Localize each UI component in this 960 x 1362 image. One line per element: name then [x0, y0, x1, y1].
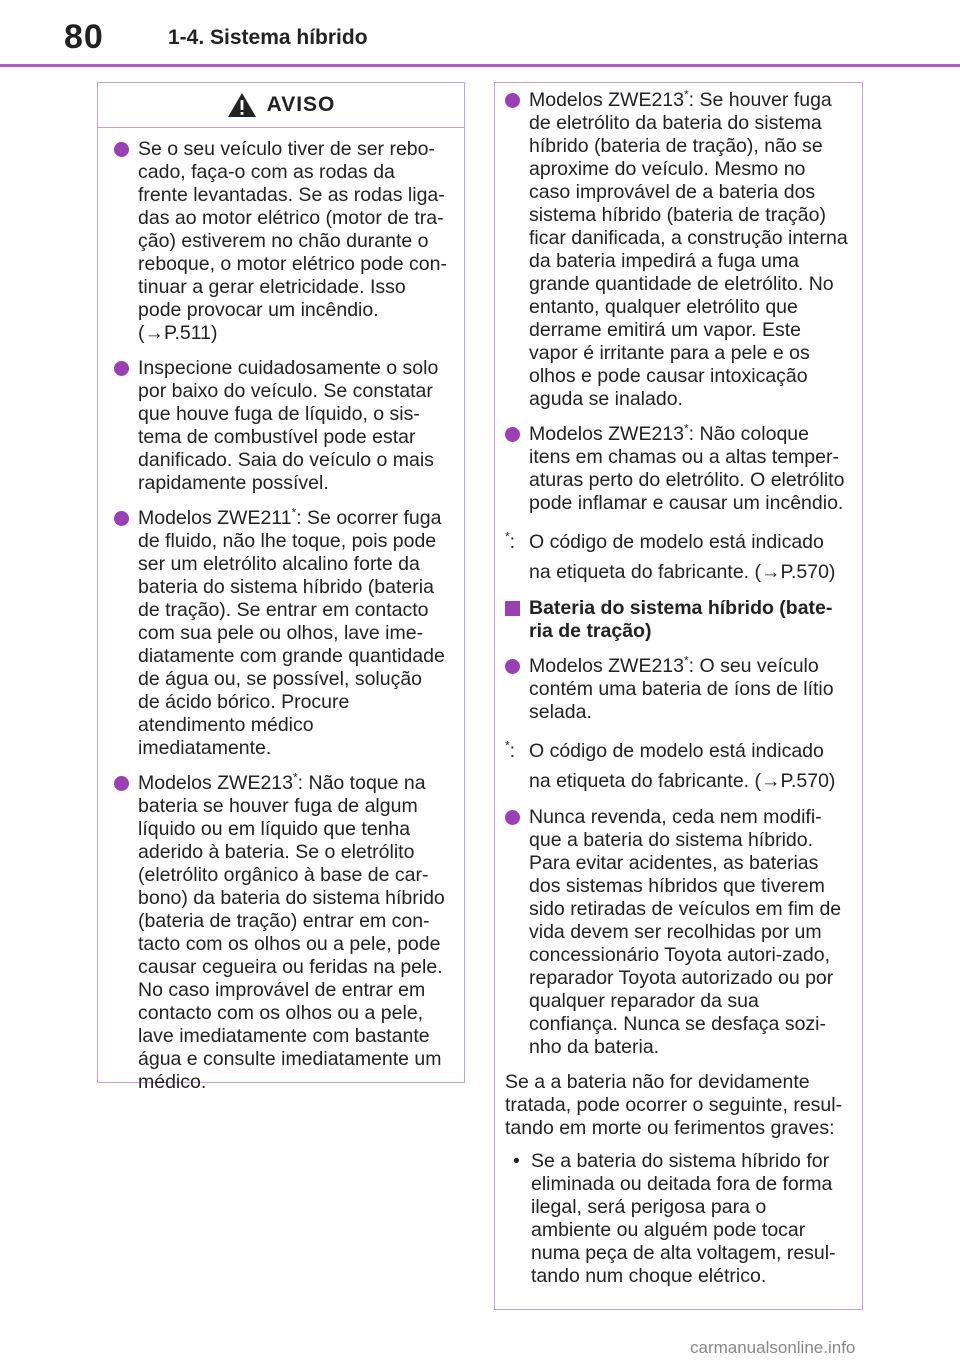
bullet-dot-icon — [114, 511, 129, 526]
footnote-star: * — [683, 653, 689, 668]
footnote-text: O código de modelo está indicado na etiqueta do fabricante. (→P.570) — [529, 740, 836, 792]
footnote — [505, 736, 848, 796]
warning-bullet — [114, 507, 448, 760]
paragraph: Se a a bateria não for devidamente tratada, pode ocorrer o seguinte, resul-tando em morte ou ferimentos graves: — [505, 1071, 843, 1139]
footnote-mark — [505, 527, 515, 557]
bullet-text-cont: : Não coloque itens em chamas ou a altas temper-aturas perto do eletrólito. O eletrólito pode inflamar e causar um incêndio. — [529, 423, 845, 514]
bullet-dot-icon — [505, 659, 520, 674]
watermark: carmanualsonline.info — [690, 1338, 856, 1357]
bullet-dot-icon — [114, 142, 129, 157]
warning-header — [98, 83, 464, 128]
section-title: 1-4. Sistema híbrido — [168, 26, 368, 49]
bullet-dot-icon — [505, 427, 520, 442]
list-item-text: Se a bateria do sistema híbrido for eliminada ou deitada fora de forma ilegal, será perigosa para o ambiente ou alguém pode tocar numa peça de alta voltagem, resul-tando num choque elétrico. — [531, 1150, 836, 1287]
footnote-star: * — [683, 87, 689, 102]
warning-bullet — [505, 423, 848, 515]
square-bullet-icon — [505, 601, 520, 616]
bullet-text: Modelos ZWE211 — [138, 507, 292, 529]
warning-bullet — [505, 806, 848, 1059]
bullet-dot-icon — [505, 93, 520, 108]
warning-title: AVISO — [266, 93, 336, 116]
page-number: 80 — [64, 18, 104, 56]
warning-box — [97, 82, 465, 1093]
bullet-text: Modelos ZWE213 — [529, 423, 684, 445]
bullet-dot-icon — [114, 361, 129, 376]
footnote-colon: : — [509, 740, 516, 762]
footnote-star: * — [505, 529, 510, 544]
subsection-title: Bateria do sistema híbrido (bate-ria de tração) — [529, 597, 833, 642]
list-item — [505, 1150, 848, 1288]
bullet-text-cont: : Se ocorrer fuga de fluido, não lhe toque, pois pode ser um eletrólito alcalino forte da bateria do sistema híbrido (bateria de tração). Se entrar em contacto com sua pele ou olhos, lave ime-diatamente com grande quantidade de água ou, se possível, solução de ácido bórico. Procure atendimento médico imediatamente. — [138, 507, 445, 759]
bullet-text-cont: : O seu veículo contém uma bateria de íons de lítio selada. — [529, 655, 834, 723]
bullet-dot-icon — [114, 776, 129, 791]
warning-bullet — [505, 655, 848, 724]
bullet-text: Modelos ZWE213 — [529, 655, 684, 677]
footnote-star: * — [505, 738, 510, 753]
warning-triangle-icon — [227, 92, 257, 118]
warning-bullet — [505, 89, 848, 411]
bullet-text: Modelos ZWE213 — [138, 772, 293, 794]
header-divider — [0, 64, 960, 67]
bullet-text-cont: : Não toque na bateria se houver fuga de algum líquido ou em líquido que tenha aderido à bateria. Se o eletrólito (eletrólito orgânico à base de car-bono) da bateria do sistema híbrido (bateria de tração) entrar em con-tacto com os olhos ou a pele, pode causar cegueira ou feridas na pele. No caso improvável de entrar em contacto com os olhos ou a pele, lave imediatamente com bastante água e consulte imediatamente um médico. — [138, 772, 445, 1093]
footnote-star: * — [292, 770, 298, 785]
bullet-text: Nunca revenda, ceda nem modifi-que a bateria do sistema híbrido. Para evitar acidentes, as baterias dos sistemas híbridos que tiverem sido retiradas de veículos em fim de vida devem ser recolhidas por um concessionário Toyota autori-zado, reparador Toyota autorizado ou por qualquer reparador da sua confiança. Nunca se desfaça sozi-nho da bateria. — [529, 806, 842, 1058]
bullet-text: Se o seu veículo tiver de ser rebo-cado, faça-o com as rodas da frente levantadas. Se as rodas liga-das ao motor elétrico (motor de tra-ção) estiverem no chão durante o reboque, o motor elétrico pode con-tinuar a gerar eletricidade. Isso pode provocar um incêndio. (→P.511) — [138, 138, 447, 344]
bullet-text: Modelos ZWE213 — [529, 89, 684, 111]
footnote-text: O código de modelo está indicado na etiqueta do fabricante. (→P.570) — [529, 531, 836, 583]
footnote — [505, 527, 848, 587]
list-marker: • — [513, 1150, 520, 1172]
continued-warning-box — [494, 82, 863, 1310]
bullet-text: Inspecione cuidadosamente o solo por baixo do veículo. Se constatar que houve fuga de líquido, o sis-tema de combustível pode estar danificado. Saia do veículo o mais rapidamente possível. — [138, 357, 439, 494]
footnote-mark — [505, 736, 515, 766]
footnote-star: * — [683, 421, 689, 436]
page-header — [0, 0, 960, 66]
bullet-dot-icon — [505, 810, 520, 825]
subsection-heading — [505, 597, 848, 643]
warning-bullet — [114, 357, 448, 495]
bullet-text-cont: : Se houver fuga de eletrólito da bateria do sistema híbrido (bateria de tração), não se aproxime do veículo. Mesmo no caso improvável de a bateria dos sistema híbrido (bateria de tração) ficar danificada, a construção interna da bateria impedirá a fuga uma grande quantidade de eletrólito. No entanto, qualquer eletrólito que derrame emitirá um vapor. Este vapor é irritante para a pele e os olhos e pode causar intoxicação aguda se inalado. — [529, 89, 848, 410]
warning-bullet — [114, 138, 448, 345]
footnote-star: * — [291, 505, 297, 520]
footnote-colon: : — [509, 531, 516, 553]
warning-bullet — [114, 772, 448, 1094]
